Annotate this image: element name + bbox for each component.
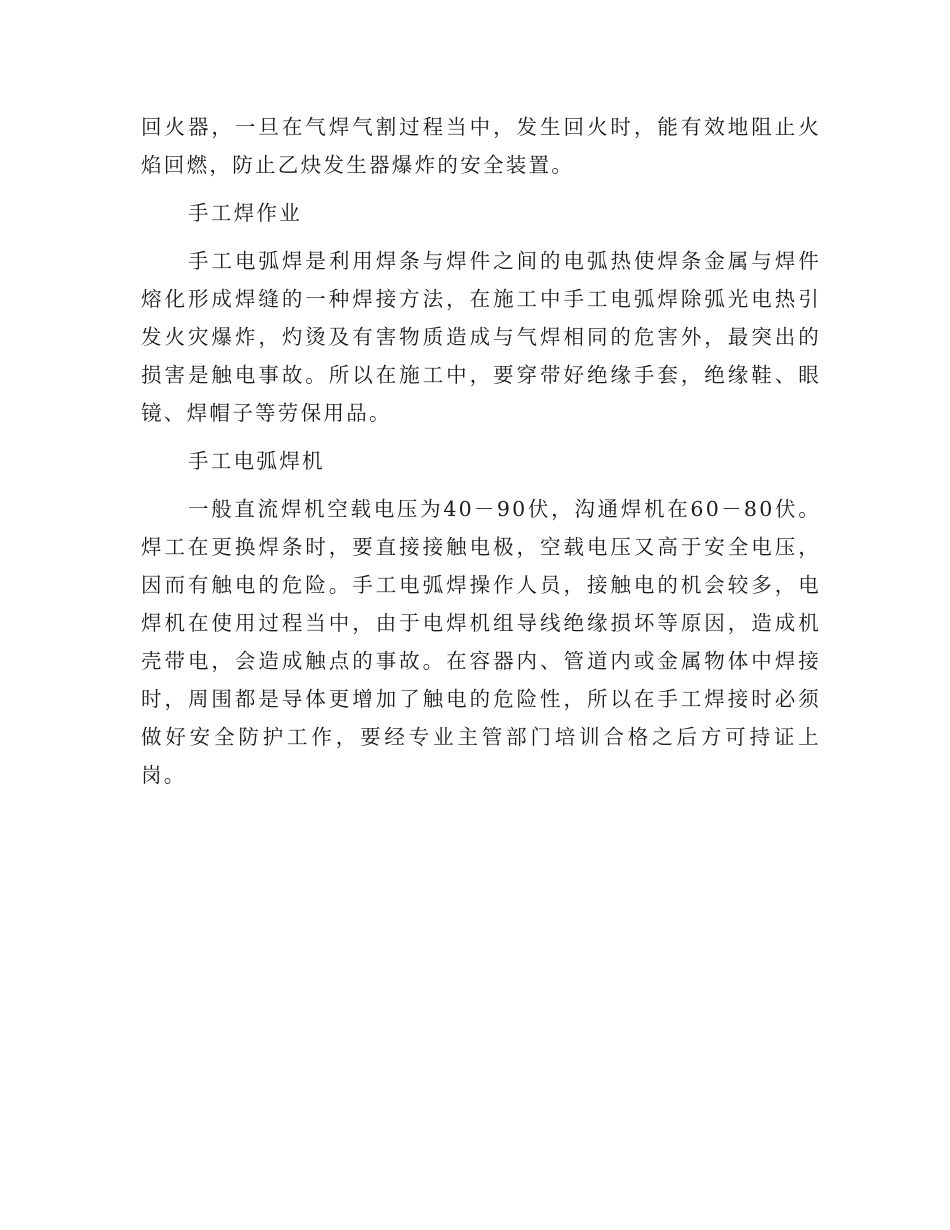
document-body	[141, 108, 821, 804]
section-heading-arc-welding-machine: 手工电弧焊机	[188, 449, 325, 473]
section-heading-manual-welding: 手工焊作业	[188, 201, 302, 225]
paragraph-flashback-arrestor: 回火器，一旦在气焊气割过程当中，发生回火时，能有效地阻止火焰回燃，防止乙炔发生器爆炸的安全装置。	[141, 115, 821, 177]
paragraph-manual-arc-welding: 手工电弧焊是利用焊条与焊件之间的电弧热使焊条金属与焊件熔化形成焊缝的一种焊接方法，在施工中手工电弧焊除弧光电热引发火灾爆炸，灼烫及有害物质造成与气焊相同的危害外，最突出的损害是触电事故。所以在施工中，要穿带好绝缘手套，绝缘鞋、眼镜、焊帽子等劳保用品。	[141, 249, 821, 425]
paragraph-welding-machine-voltage: 一般直流焊机空载电压为40－90伏，沟通焊机在60－80伏。焊工在更换焊条时，要直接接触电极，空载电压又高于安全电压，因而有触电的危险。手工电弧焊操作人员，接触电的机会较多，电焊机在使用过程当中，由于电焊机组导线绝缘损坏等原因，造成机壳带电，会造成触点的事故。在容器内、管道内或金属物体中焊接时，周围都是导体更增加了触电的危险性，所以在手工焊接时必须做好安全防护工作，要经专业主管部门培训合格之后方可持证上岗。	[141, 497, 821, 787]
